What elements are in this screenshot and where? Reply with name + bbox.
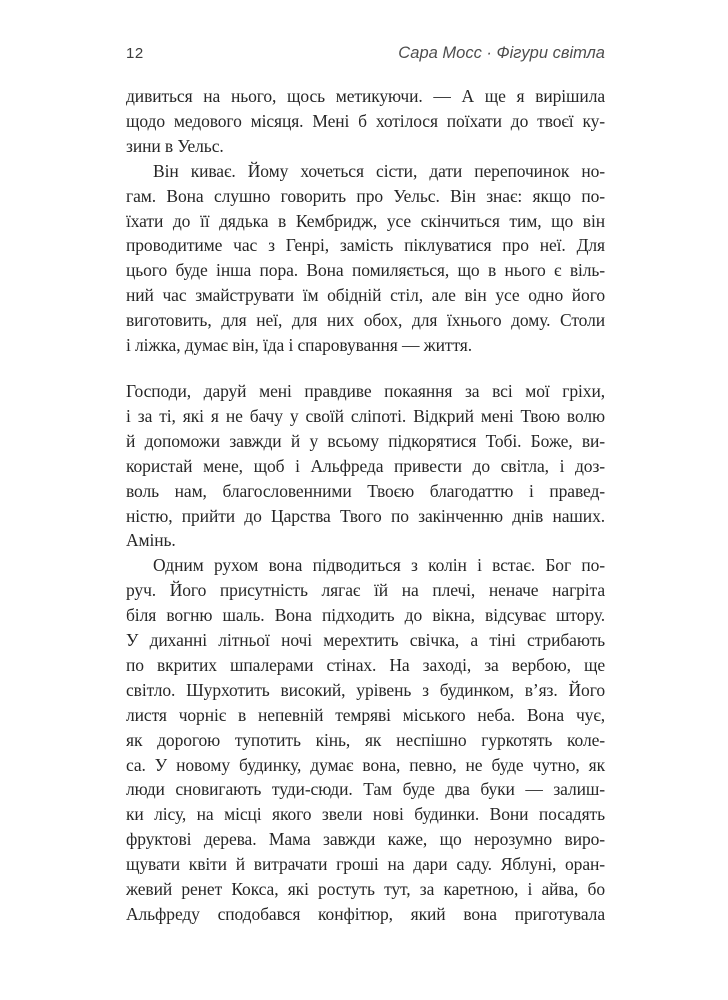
text-line: Одним рухом вона підводиться з колін і встає. Бог по-: [153, 555, 605, 576]
text-line: щувати квіти й витрачати гроші на дари саду. Яблуні, оран-: [126, 854, 605, 875]
text-line: виготовить, для неї, для них обох, для їхнього дому. Столи: [126, 310, 605, 331]
paragraph: [126, 159, 605, 358]
text-line: користай мене, щоб і Альфреда привести до світла, і доз-: [126, 455, 605, 476]
text-line: воль нам, благословенними Твоєю благодаттю і правед-: [126, 480, 605, 501]
text-line: їхати до її дядька в Кембридж, усе скінчиться тим, що він: [126, 210, 605, 231]
text-line: Амінь.: [126, 530, 176, 551]
text-line: листя чорніє в непевній темряві міського неба. Вона чує,: [126, 704, 605, 725]
paragraph: [126, 84, 605, 159]
text-line: Він киває. Йому хочеться сісти, дати перепочинок но-: [153, 160, 605, 181]
text-line: У диханні літньої ночі мерехтить свічка, а тіні стрибають: [126, 630, 605, 651]
paragraph: [126, 379, 605, 553]
text-line: щодо медового місяця. Мені б хотілося поїхати до твоєї ку-: [126, 110, 605, 131]
paragraph: [126, 553, 605, 927]
text-line: са. У новому будинку, думає вона, певно, не буде чутно, як: [126, 754, 605, 775]
text-line: Господи, даруй мені правдиве покаяння за всі мої гріхи,: [126, 380, 605, 401]
text-line: ки лісу, на місці якого звели нові будинки. Вони посадять: [126, 804, 605, 825]
text-line: й допоможи завжди й у всьому підкорятися Тобі. Боже, ви-: [126, 430, 605, 451]
text-line: і за ті, які я не бачу у своїй сліпоті. Відкрий мені Твою волю: [126, 405, 605, 426]
text-line: руч. Його присутність лягає їй на плечі, неначе нагріта: [126, 580, 605, 601]
text-line: цього буде інша пора. Вона помиляється, що в нього є віль-: [126, 260, 605, 281]
text-line: жевий ренет Кокса, які ростуть тут, за каретною, і айва, бо: [126, 879, 605, 900]
running-title: Сара Мосс · Фігури світла: [398, 44, 605, 62]
text-line: біля вогню шаль. Вона підходить до вікна, відсуває штору.: [126, 605, 605, 626]
page-number: 12: [126, 45, 144, 62]
text-line: Альфреду сподобався конфітюр, який вона приготувала: [126, 904, 605, 924]
text-line: дивиться на нього, щось метикуючи. — А ще я вирішила: [126, 86, 605, 106]
text-line: фруктові дерева. Мама завжди каже, що нерозумно виро-: [126, 829, 605, 850]
text-line: гам. Вона слушно говорить про Уельс. Він знає: якщо по-: [126, 185, 605, 206]
page-header: [126, 44, 605, 63]
text-line: світло. Шурхотить високий, урівень з будинком, в’яз. Його: [126, 679, 605, 700]
text-line: ністю, прийти до Царства Твого по закінченню днів наших.: [126, 505, 605, 526]
text-line: проводитиме час з Генрі, замість піклуватися про неї. Для: [126, 235, 605, 256]
text-line: люди сновигають туди-сюди. Там буде два буки — залиш-: [126, 779, 605, 800]
text-line: як дорогою тупотить кінь, як неспішно гуркотять коле-: [126, 729, 605, 750]
text-line: по вкритих шпалерами стінах. На заході, за вербою, ще: [126, 654, 605, 675]
text-line: і ліжка, думає він, їда і спаровування — життя.: [126, 335, 472, 356]
text-line: ний час змайструвати їм обідній стіл, але він усе одно його: [126, 285, 605, 306]
text-block: [126, 84, 605, 927]
text-line: зини в Уельс.: [126, 135, 224, 156]
